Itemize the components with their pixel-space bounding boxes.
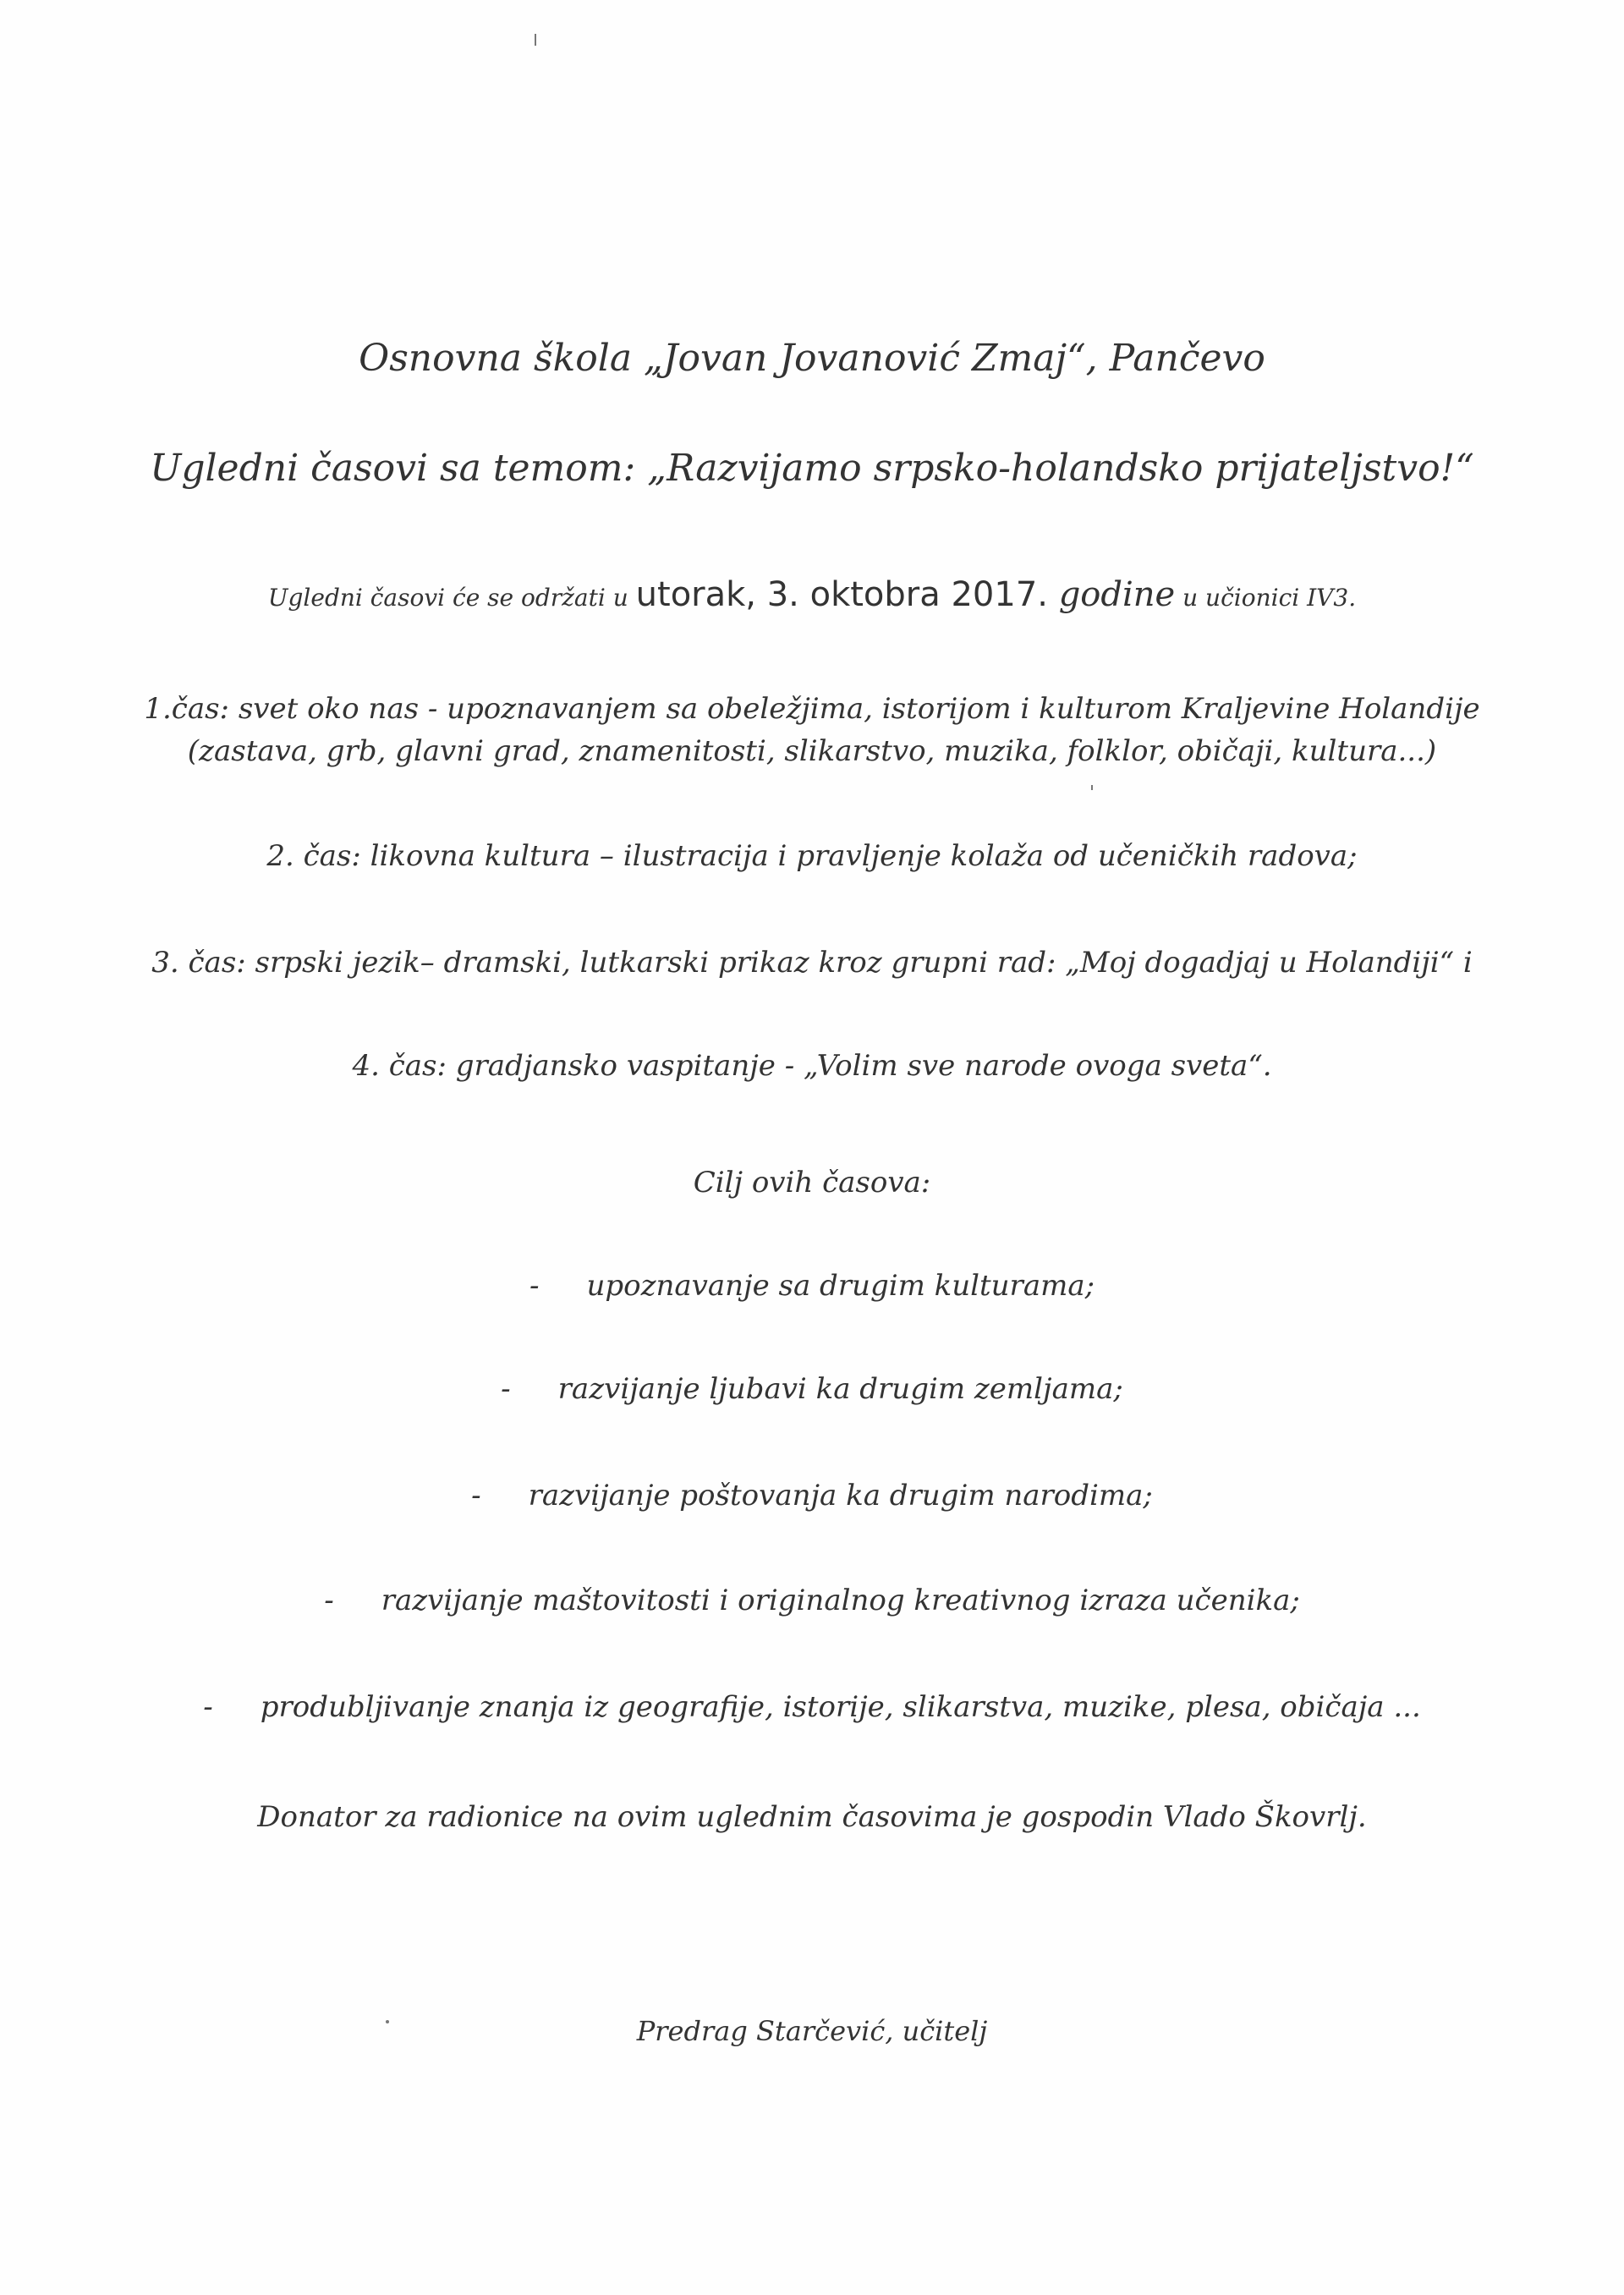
goal-text: upoznavanje sa drugim kulturama; (586, 1269, 1095, 1303)
date-day: utorak, 3. oktobra 2017. (635, 575, 1048, 614)
goal-dash: - (203, 1690, 213, 1724)
scan-mark-top (535, 34, 536, 46)
goal-text: razvijanje maštovitosti i originalnog kreativnog izraza učenika; (381, 1584, 1300, 1617)
goal-item (0, 1690, 1624, 1724)
goal-text: razvijanje poštovanja ka drugim narodima; (528, 1479, 1153, 1513)
goal-dash: - (501, 1372, 511, 1406)
signature-line: Predrag Starčević, učitelj (636, 2015, 988, 2047)
school-heading: Osnovna škola „Jovan Jovanović Zmaj“, Pančevo (359, 337, 1265, 380)
lesson-topic: Ugledni časovi sa temom: „Razvijamo srpsko-holandsko prijateljstvo!“ (150, 447, 1474, 490)
donor-note: Donator za radionice na ovim uglednim časovima je gospodin Vlado Škovrlj. (257, 1800, 1367, 1834)
lesson-1-line-1: 1.čas: svet oko nas - upoznavanjem sa obeležjima, istorijom i kulturom Kraljevine Holandije (144, 692, 1480, 726)
goal-item (0, 1479, 1624, 1513)
lesson-4: 4. čas: gradjansko vaspitanje - „Volim sve narode ovoga sveta“. (352, 1049, 1272, 1083)
date-suffix: u učionici IV3. (1175, 584, 1357, 612)
goal-dash: - (529, 1269, 540, 1303)
goals-title: Cilj ovih časova: (693, 1166, 931, 1200)
date-year-word: godine (1047, 575, 1176, 614)
lesson-1-line-2: (zastava, grb, glavni grad, znamenitosti, slikarstvo, muzika, folklor, običaji, kultura...) (187, 734, 1437, 768)
date-announcement (0, 575, 1624, 614)
goal-item (0, 1269, 1624, 1303)
goal-text: razvijanje ljubavi ka drugim zemljama; (557, 1372, 1123, 1406)
goal-item (0, 1584, 1624, 1617)
goal-dash: - (324, 1584, 334, 1617)
goal-item (0, 1372, 1624, 1406)
lesson-2: 2. čas: likovna kultura – ilustracija i pravljenje kolaža od učeničkih radova; (266, 839, 1358, 873)
scan-mark-mid (1091, 785, 1093, 790)
goal-text: produbljivanje znanja iz geografije, istorije, slikarstva, muzike, plesa, običaja ... (260, 1690, 1421, 1724)
date-prefix: Ugledni časovi će se održati u (267, 584, 636, 612)
goal-dash: - (471, 1479, 481, 1513)
lesson-3: 3. čas: srpski jezik– dramski, lutkarski prikaz kroz grupni rad: „Moj dogadjaj u Holandiji“ i (151, 946, 1473, 980)
